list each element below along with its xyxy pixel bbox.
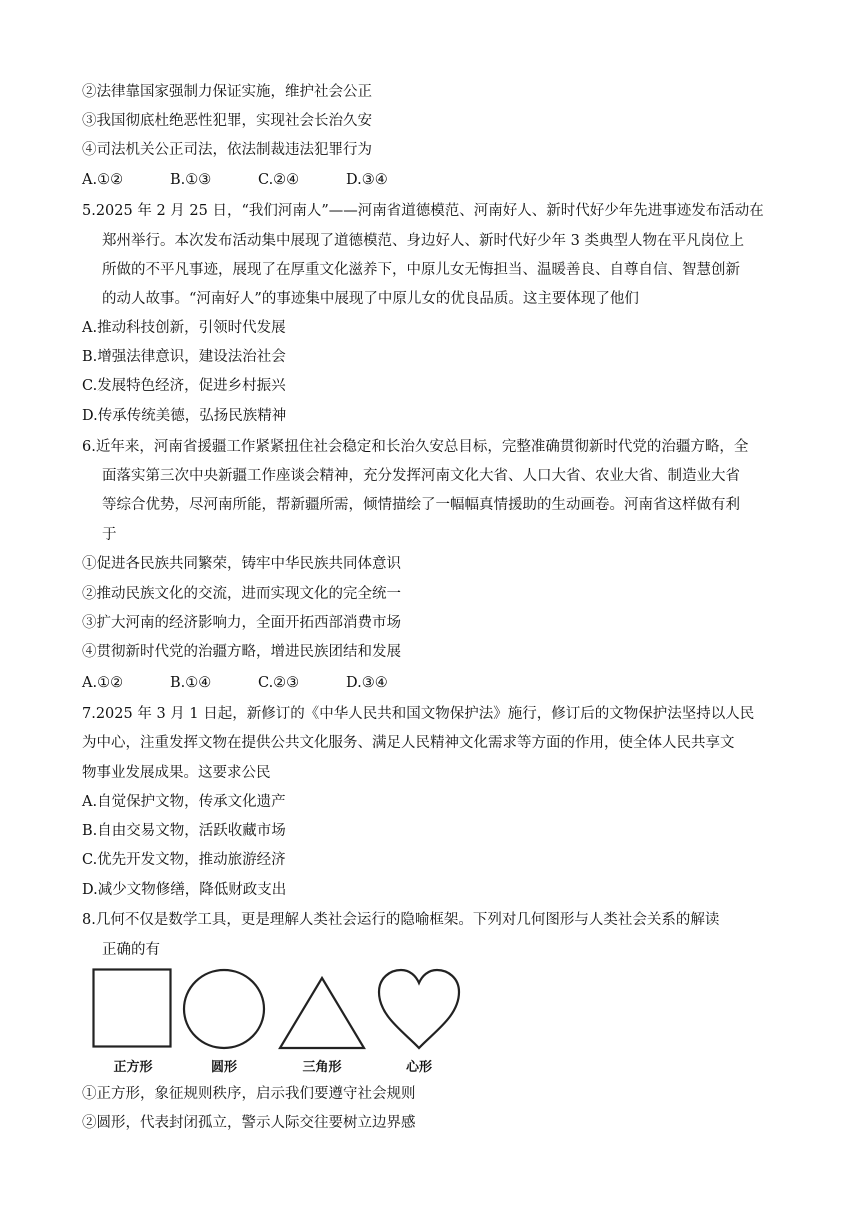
circle-label: 圆形 (210, 1060, 237, 1075)
triangle-shape (278, 976, 366, 1054)
q6-stem-line-4: 于 (102, 527, 117, 543)
q6-option-c[interactable]: C.②③ (258, 675, 300, 691)
q7-option-a[interactable]: A.自觉保护文物，传承文化遗产 (82, 794, 286, 810)
q6-stem-line-1: 6.近年来，河南省援疆工作紧紧扭住社会稳定和长治久安总目标，完整准确贯彻新时代党的治疆方略，全 (82, 439, 749, 455)
q4-option-c[interactable]: C.②④ (258, 172, 300, 188)
q8-item-2: ②圆形，代表封闭孤立，警示人际交往要树立边界感 (82, 1115, 416, 1131)
q7-option-c[interactable]: C.优先开发文物，推动旅游经济 (82, 852, 286, 868)
q5-option-b[interactable]: B.增强法律意识，建设法治社会 (82, 349, 286, 365)
q5-stem-line-1: 5.2025 年 2 月 25 日，“我们河南人”——河南省道德模范、河南好人、新时代好少年先进事迹发布活动在 (82, 203, 764, 219)
q4-item-2: ②法律靠国家强制力保证实施，维护社会公正 (82, 84, 372, 100)
q5-stem-line-3: 所做的不平凡事迹，展现了在厚重文化滋养下，中原儿女无悔担当、温暖善良、自尊自信、智慧创新 (102, 262, 740, 278)
q6-option-a[interactable]: A.①② (82, 675, 124, 691)
q7-stem-line-2: 为中心，注重发挥文物在提供公共文化服务、满足人民精神文化需求等方面的作用，使全体人民共享文 (82, 735, 735, 751)
q7-stem-line-1: 7.2025 年 3 月 1 日起，新修订的《中华人民共和国文物保护法》施行，修订后的文物保护法坚持以人民 (82, 706, 755, 722)
q6-item-3: ③扩大河南的经济影响力，全面开拓西部消费市场 (82, 615, 401, 631)
q8-stem-line-2: 正确的有 (102, 942, 160, 958)
heart-label: 心形 (405, 1060, 432, 1075)
q7-option-d[interactable]: D.减少文物修缮，降低财政支出 (82, 882, 287, 898)
q6-item-4: ④贯彻新时代党的治疆方略，增进民族团结和发展 (82, 644, 401, 660)
q4-option-a[interactable]: A.①② (82, 172, 124, 188)
q4-option-b[interactable]: B.①③ (170, 172, 212, 188)
q6-option-d[interactable]: D.③④ (346, 675, 388, 691)
q7-option-b[interactable]: B.自由交易文物，活跃收藏市场 (82, 823, 286, 839)
q6-stem-line-3: 等综合优势，尽河南所能，帮新疆所需，倾情描绘了一幅幅真情援助的生动画卷。河南省这样做有利 (102, 497, 740, 513)
q5-stem-line-2: 郑州举行。本次发布活动集中展现了道德模范、身边好人、新时代好少年 3 类典型人物在平凡岗位上 (102, 233, 744, 249)
q8-stem-line-1: 8.几何不仅是数学工具，更是理解人类社会运行的隐喻框架。下列对几何图形与人类社会关系的解读 (82, 912, 720, 928)
q4-options (82, 170, 434, 190)
q5-option-a[interactable]: A.推动科技创新，引领时代发展 (82, 320, 286, 336)
q6-stem-line-2: 面落实第三次中央新疆工作座谈会精神，充分发挥河南文化大省、人口大省、农业大省、制造业大省 (102, 468, 740, 484)
circle-shape (182, 968, 266, 1054)
q5-stem-line-4: 的动人故事。“河南好人”的事迹集中展现了中原儿女的优良品质。这主要体现了他们 (102, 291, 639, 307)
q6-option-b[interactable]: B.①④ (170, 675, 212, 691)
square-shape (92, 968, 172, 1052)
q4-option-d[interactable]: D.③④ (346, 172, 388, 188)
q4-item-3: ③我国彻底杜绝恶性犯罪，实现社会长治久安 (82, 113, 372, 129)
square-label: 正方形 (113, 1060, 153, 1075)
heart-shape (376, 968, 462, 1056)
triangle-label: 三角形 (302, 1060, 342, 1075)
q5-option-c[interactable]: C.发展特色经济，促进乡村振兴 (82, 378, 286, 394)
q4-item-4: ④司法机关公正司法，依法制裁违法犯罪行为 (82, 142, 372, 158)
q7-stem-line-3: 物事业发展成果。这要求公民 (82, 765, 271, 781)
q8-item-1: ①正方形，象征规则秩序，启示我们要遵守社会规则 (82, 1086, 416, 1102)
q5-option-d[interactable]: D.传承传统美德，弘扬民族精神 (82, 408, 287, 424)
q6-options (82, 673, 434, 693)
q6-item-2: ②推动民族文化的交流，进而实现文化的完全统一 (82, 586, 401, 602)
q6-item-1: ①促进各民族共同繁荣，铸牢中华民族共同体意识 (82, 556, 401, 572)
